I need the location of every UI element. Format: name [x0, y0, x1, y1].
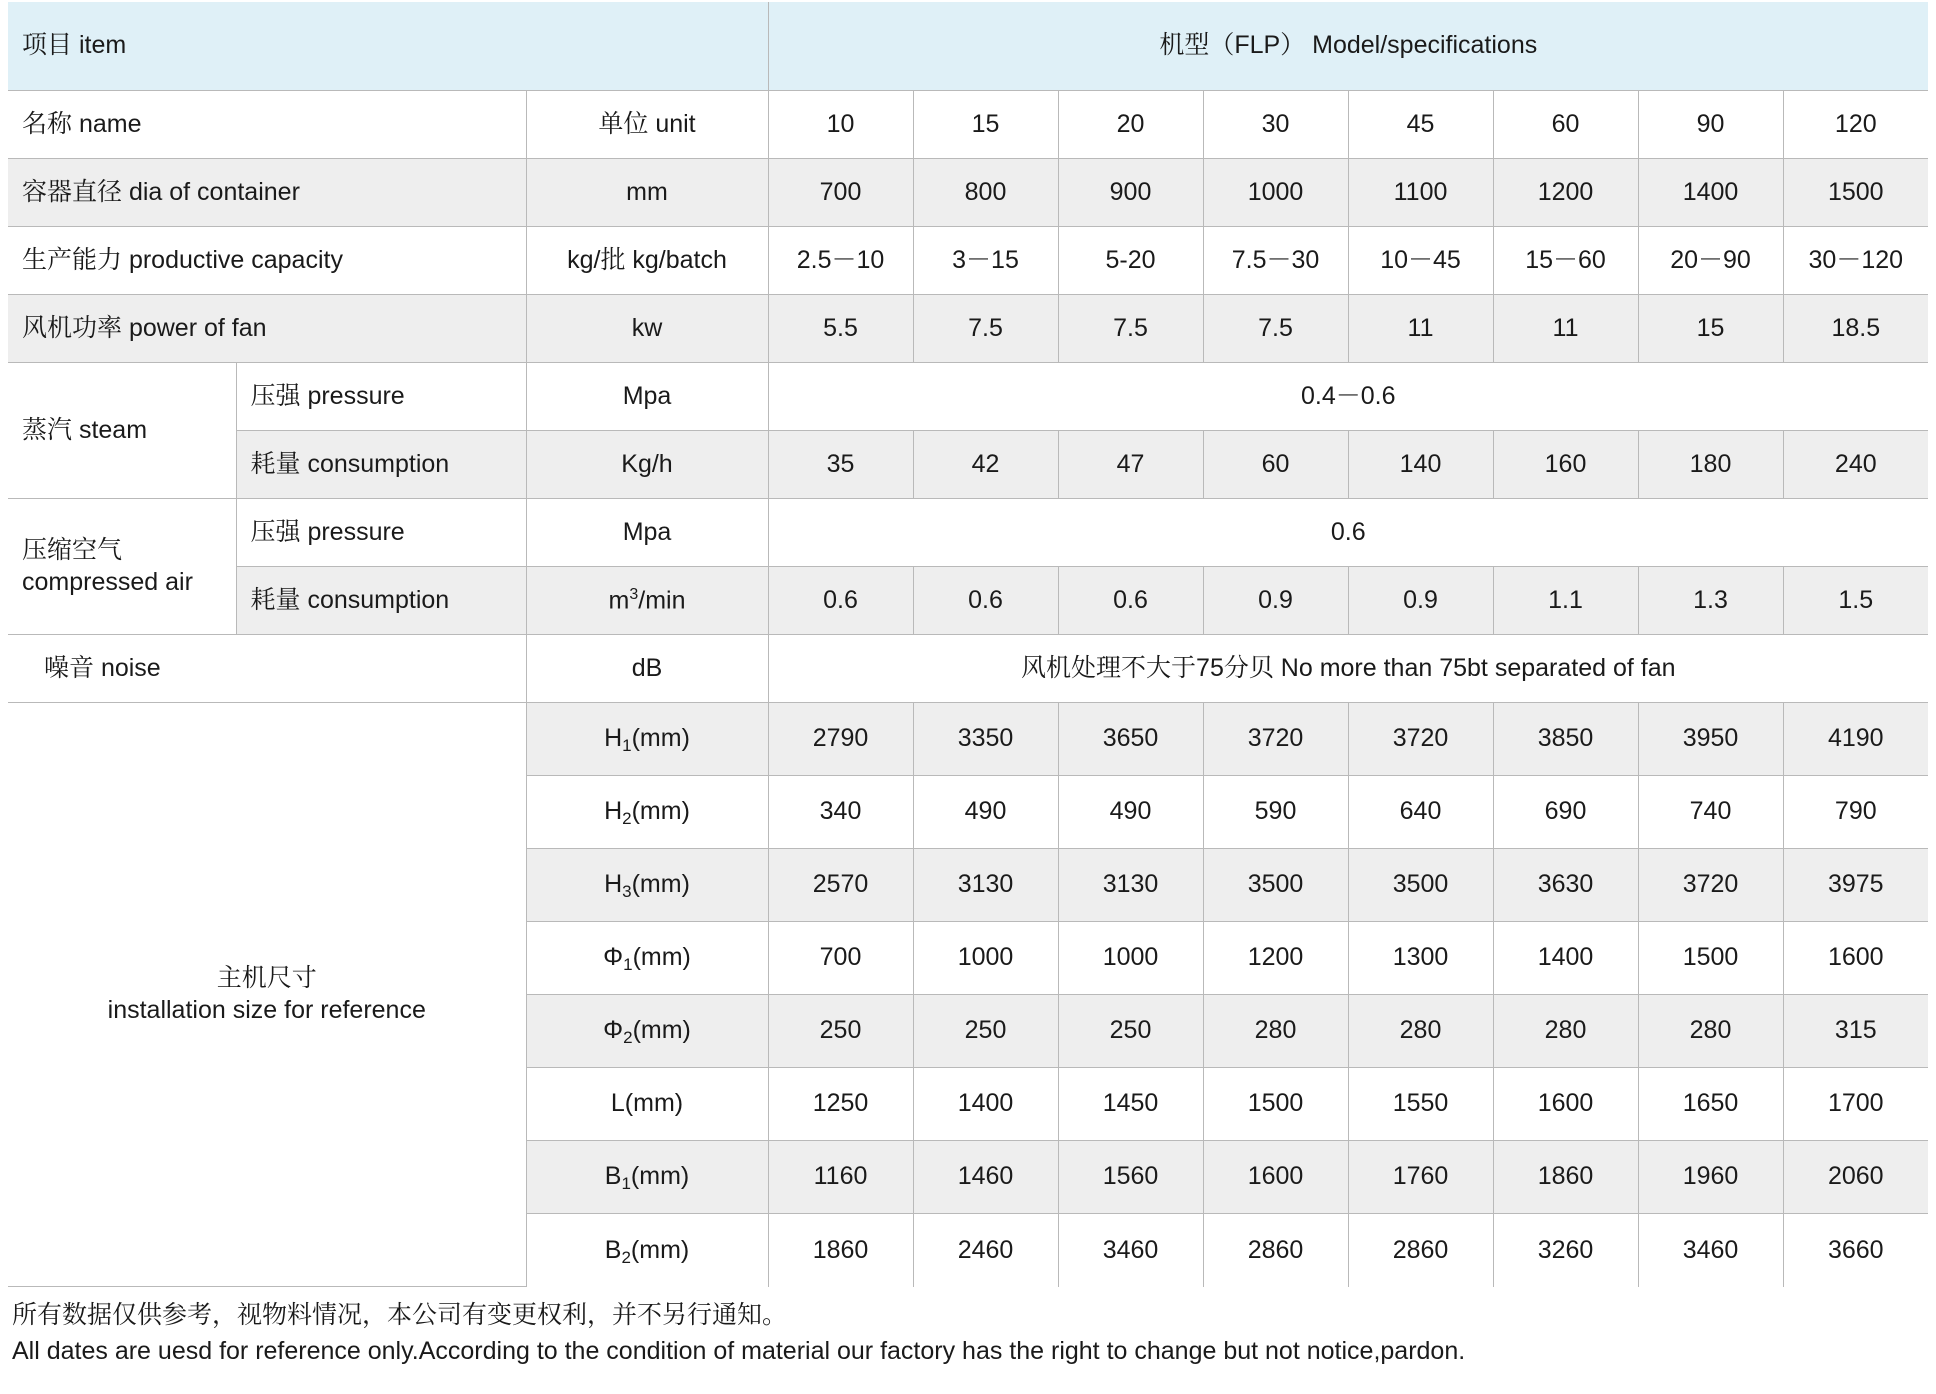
cell-h1-3: 3720	[1203, 703, 1348, 776]
cell-l-7: 1700	[1783, 1068, 1928, 1141]
cell-b2-3: 2860	[1203, 1214, 1348, 1287]
cell-phi1-2: 1000	[1058, 922, 1203, 995]
cell-dia-3: 1000	[1203, 159, 1348, 227]
installation-label-cn: 主机尺寸	[216, 964, 317, 993]
cell-b1-3: 1600	[1203, 1141, 1348, 1214]
dim-label-b1: $B_1(mm)$	[526, 1141, 768, 1214]
cell-dia-5: 1200	[1493, 159, 1638, 227]
cell-dia-2: 900	[1058, 159, 1203, 227]
cell-capacity-3: 7.5－30	[1203, 227, 1348, 295]
row-unit-air-consumption: $m^3/\min$	[526, 567, 768, 635]
cell-air-7: 1.5	[1783, 567, 1928, 635]
table-header-row	[8, 2, 1928, 91]
cell-h2-2: 490	[1058, 776, 1203, 849]
row-label-compressed-air	[8, 499, 236, 635]
footnote-line-cn: 所有数据仅供参考，视物料情况，本公司有变更权利，并不另行通知。	[12, 1301, 788, 1329]
column-unit-label: 单位 unit	[526, 91, 768, 159]
row-label-fan: 风机功率 power of fan	[8, 295, 526, 363]
cell-phi2-3: 280	[1203, 995, 1348, 1068]
cell-l-5: 1600	[1493, 1068, 1638, 1141]
cell-b2-5: 3260	[1493, 1214, 1638, 1287]
cell-h2-5: 690	[1493, 776, 1638, 849]
dim-label-l: L(mm)	[526, 1068, 768, 1141]
cell-fan-3: 7.5	[1203, 295, 1348, 363]
model-col-2: 20	[1058, 91, 1203, 159]
cell-noise-merged: 风机处理不大于75分贝 No more than 75bt separated of fan	[768, 635, 1928, 703]
cell-phi1-1: 1000	[913, 922, 1058, 995]
model-col-3: 30	[1203, 91, 1348, 159]
cell-l-4: 1550	[1348, 1068, 1493, 1141]
table-row	[8, 159, 1928, 227]
cell-steam-0: 35	[768, 431, 913, 499]
model-col-7: 120	[1783, 91, 1928, 159]
model-col-6: 90	[1638, 91, 1783, 159]
table-row	[8, 363, 1928, 431]
model-col-0: 10	[768, 91, 913, 159]
cell-air-0: 0.6	[768, 567, 913, 635]
cell-phi2-2: 250	[1058, 995, 1203, 1068]
cell-fan-2: 7.5	[1058, 295, 1203, 363]
row-label-capacity: 生产能力 productive capacity	[8, 227, 526, 295]
compressed-air-label-cn: 压缩空气	[22, 536, 123, 565]
cell-air-pressure-merged: 0.6	[768, 499, 1928, 567]
cell-b2-2: 3460	[1058, 1214, 1203, 1287]
cell-b1-5: 1860	[1493, 1141, 1638, 1214]
cell-l-6: 1650	[1638, 1068, 1783, 1141]
cell-fan-5: 11	[1493, 295, 1638, 363]
cell-air-4: 0.9	[1348, 567, 1493, 635]
cell-capacity-6: 20－90	[1638, 227, 1783, 295]
table-row	[8, 431, 1928, 499]
column-name-label: 名称 name	[8, 91, 526, 159]
cell-phi1-3: 1200	[1203, 922, 1348, 995]
row-unit-air-pressure: Mpa	[526, 499, 768, 567]
cell-phi2-4: 280	[1348, 995, 1493, 1068]
cell-b1-1: 1460	[913, 1141, 1058, 1214]
cell-capacity-7: 30－120	[1783, 227, 1928, 295]
cell-dia-6: 1400	[1638, 159, 1783, 227]
cell-h2-7: 790	[1783, 776, 1928, 849]
row-sublabel-steam-consumption: 耗量 consumption	[236, 431, 526, 499]
cell-phi1-0: 700	[768, 922, 913, 995]
cell-steam-7: 240	[1783, 431, 1928, 499]
cell-air-3: 0.9	[1203, 567, 1348, 635]
model-col-5: 60	[1493, 91, 1638, 159]
cell-phi1-7: 1600	[1783, 922, 1928, 995]
table-subheader-row	[8, 91, 1928, 159]
dim-label-h3: $H_3(mm)$	[526, 849, 768, 922]
cell-phi2-5: 280	[1493, 995, 1638, 1068]
cell-phi2-0: 250	[768, 995, 913, 1068]
row-label-dia: 容器直径 dia of container	[8, 159, 526, 227]
cell-h2-6: 740	[1638, 776, 1783, 849]
row-sublabel-steam-pressure: 压强 pressure	[236, 363, 526, 431]
cell-dia-4: 1100	[1348, 159, 1493, 227]
dim-label-h2: $H_2(mm)$	[526, 776, 768, 849]
cell-l-3: 1500	[1203, 1068, 1348, 1141]
row-label-steam: 蒸汽 steam	[8, 363, 236, 499]
table-row	[8, 635, 1928, 703]
cell-steam-3: 60	[1203, 431, 1348, 499]
cell-phi1-4: 1300	[1348, 922, 1493, 995]
dim-label-phi2: $\Phi_2(mm)$	[526, 995, 768, 1068]
model-col-1: 15	[913, 91, 1058, 159]
cell-fan-1: 7.5	[913, 295, 1058, 363]
cell-steam-6: 180	[1638, 431, 1783, 499]
cell-capacity-2: 5-20	[1058, 227, 1203, 295]
model-col-4: 45	[1348, 91, 1493, 159]
cell-h3-2: 3130	[1058, 849, 1203, 922]
footnote	[8, 1297, 1928, 1370]
cell-capacity-0: 2.5－10	[768, 227, 913, 295]
row-unit-steam-consumption: Kg/h	[526, 431, 768, 499]
row-unit-fan: kw	[526, 295, 768, 363]
cell-h2-1: 490	[913, 776, 1058, 849]
row-label-installation	[8, 703, 526, 1287]
cell-h1-0: 2790	[768, 703, 913, 776]
row-unit-steam-pressure: Mpa	[526, 363, 768, 431]
cell-dia-7: 1500	[1783, 159, 1928, 227]
header-model-label: 机型（FLP） Model/specifications	[768, 2, 1928, 91]
spec-sheet	[0, 2, 1936, 1394]
cell-h1-4: 3720	[1348, 703, 1493, 776]
cell-b1-2: 1560	[1058, 1141, 1203, 1214]
cell-air-2: 0.6	[1058, 567, 1203, 635]
cell-dia-1: 800	[913, 159, 1058, 227]
cell-steam-5: 160	[1493, 431, 1638, 499]
table-row	[8, 295, 1928, 363]
cell-fan-0: 5.5	[768, 295, 913, 363]
cell-h1-1: 3350	[913, 703, 1058, 776]
cell-h3-7: 3975	[1783, 849, 1928, 922]
row-unit-capacity: kg/批 kg/batch	[526, 227, 768, 295]
cell-air-5: 1.1	[1493, 567, 1638, 635]
cell-b1-7: 2060	[1783, 1141, 1928, 1214]
cell-phi2-1: 250	[913, 995, 1058, 1068]
cell-b2-4: 2860	[1348, 1214, 1493, 1287]
cell-capacity-4: 10－45	[1348, 227, 1493, 295]
header-item-label: 项目 item	[8, 2, 768, 91]
row-label-noise: 噪音 noise	[8, 635, 526, 703]
cell-fan-4: 11	[1348, 295, 1493, 363]
cell-b1-6: 1960	[1638, 1141, 1783, 1214]
cell-b2-1: 2460	[913, 1214, 1058, 1287]
table-row	[8, 567, 1928, 635]
cell-fan-7: 18.5	[1783, 295, 1928, 363]
cell-b2-7: 3660	[1783, 1214, 1928, 1287]
table-row	[8, 499, 1928, 567]
installation-label-en: installation size for reference	[107, 995, 426, 1024]
dim-label-b2: $B_2(mm)$	[526, 1214, 768, 1287]
cell-h2-0: 340	[768, 776, 913, 849]
compressed-air-label-en: compressed air	[22, 567, 193, 596]
row-sublabel-air-consumption: 耗量 consumption	[236, 567, 526, 635]
cell-h3-1: 3130	[913, 849, 1058, 922]
cell-h1-2: 3650	[1058, 703, 1203, 776]
cell-phi2-7: 315	[1783, 995, 1928, 1068]
cell-l-1: 1400	[913, 1068, 1058, 1141]
dim-label-h1: $H_1(mm)$	[526, 703, 768, 776]
cell-dia-0: 700	[768, 159, 913, 227]
cell-h2-4: 640	[1348, 776, 1493, 849]
cell-steam-2: 47	[1058, 431, 1203, 499]
row-unit-dia: mm	[526, 159, 768, 227]
cell-phi2-6: 280	[1638, 995, 1783, 1068]
cell-air-1: 0.6	[913, 567, 1058, 635]
cell-capacity-5: 15－60	[1493, 227, 1638, 295]
specification-table	[8, 2, 1928, 1287]
table-row	[8, 703, 1928, 776]
cell-b1-4: 1760	[1348, 1141, 1493, 1214]
cell-steam-pressure-merged: 0.4－0.6	[768, 363, 1928, 431]
footnote-line-en: All dates are uesd for reference only.According to the condition of material our factory has the right to change but not notice,pardon.	[12, 1337, 1466, 1366]
cell-h3-6: 3720	[1638, 849, 1783, 922]
cell-h3-5: 3630	[1493, 849, 1638, 922]
cell-h3-4: 3500	[1348, 849, 1493, 922]
table-row	[8, 227, 1928, 295]
cell-h2-3: 590	[1203, 776, 1348, 849]
cell-h1-6: 3950	[1638, 703, 1783, 776]
cell-l-2: 1450	[1058, 1068, 1203, 1141]
cell-phi1-5: 1400	[1493, 922, 1638, 995]
dim-label-phi1: $\Phi_1(mm)$	[526, 922, 768, 995]
cell-h3-0: 2570	[768, 849, 913, 922]
cell-b2-6: 3460	[1638, 1214, 1783, 1287]
cell-h3-3: 3500	[1203, 849, 1348, 922]
cell-capacity-1: 3－15	[913, 227, 1058, 295]
row-sublabel-air-pressure: 压强 pressure	[236, 499, 526, 567]
cell-air-6: 1.3	[1638, 567, 1783, 635]
cell-b1-0: 1160	[768, 1141, 913, 1214]
cell-h1-5: 3850	[1493, 703, 1638, 776]
cell-l-0: 1250	[768, 1068, 913, 1141]
row-unit-noise: dB	[526, 635, 768, 703]
cell-phi1-6: 1500	[1638, 922, 1783, 995]
cell-b2-0: 1860	[768, 1214, 913, 1287]
cell-fan-6: 15	[1638, 295, 1783, 363]
cell-steam-1: 42	[913, 431, 1058, 499]
cell-steam-4: 140	[1348, 431, 1493, 499]
cell-h1-7: 4190	[1783, 703, 1928, 776]
